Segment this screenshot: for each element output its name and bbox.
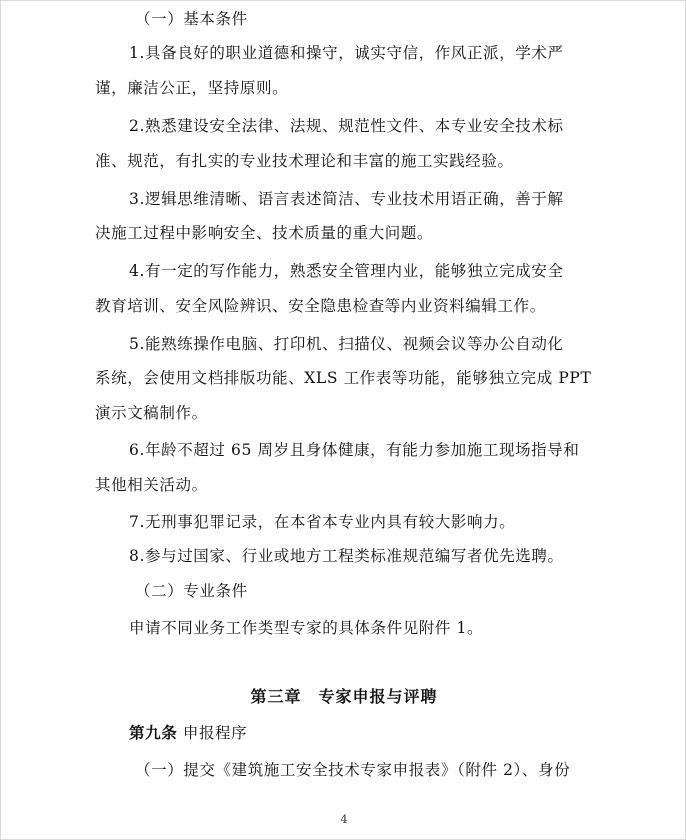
article-text: （一）提交《建筑施工安全技术专家申报表》（附件 2）、身份: [135, 761, 571, 779]
item-6-line-2: 其他相关活动。: [95, 476, 208, 494]
item-7-line-1: 7.无刑事犯罪记录，在本省本专业内具有较大影响力。: [129, 513, 516, 531]
item-5-line-3: 演示文稿制作。: [95, 404, 208, 422]
item-8-line-1: 8.参与过国家、行业或地方工程类标准规范编写者优先选聘。: [129, 547, 564, 565]
article-title: 申报程序: [182, 724, 248, 742]
article-label: 第九条: [129, 723, 178, 742]
item-5-line-2: 系统，会使用文档排版功能、XLS 工作表等功能，能够独立完成 PPT: [95, 369, 592, 387]
item-3-line-1: 3.逻辑思维清晰、语言表述简洁、专业技术用语正确，善于解: [129, 190, 564, 208]
item-6-line-1: 6.年龄不超过 65 周岁且身体健康，有能力参加施工现场指导和: [129, 441, 580, 459]
item-2-line-2: 准、规范，有扎实的专业技术理论和丰富的施工实践经验。: [95, 152, 514, 170]
chapter-title: 第三章 专家申报与评聘: [250, 687, 438, 706]
item-2-line-1: 2.熟悉建设安全法律、法规、规范性文件、本专业安全技术标: [129, 117, 564, 135]
item-5-line-1: 5.能熟练操作电脑、打印机、扫描仪、视频会议等办公自动化: [129, 335, 564, 353]
article-heading: [129, 723, 247, 743]
section-heading-basic: （一）基本条件: [135, 10, 248, 28]
page-number: 4: [340, 813, 348, 826]
section-heading-professional: （二）专业条件: [135, 582, 248, 600]
item-4-line-1: 4.有一定的写作能力，熟悉安全管理内业，能够独立完成安全: [129, 262, 564, 280]
item-3-line-2: 决施工过程中影响安全、技术质量的重大问题。: [95, 224, 434, 242]
section-2-text: 申请不同业务工作类型专家的具体条件见附件 1。: [129, 619, 484, 637]
item-4-line-2: 教育培训、安全风险辨识、安全隐患检查等内业资料编辑工作。: [95, 297, 546, 315]
item-1-line-1: 1.具备良好的职业道德和操守，诚实守信，作风正派，学术严: [129, 44, 564, 62]
item-1-line-2: 谨，廉洁公正，坚持原则。: [95, 79, 289, 97]
